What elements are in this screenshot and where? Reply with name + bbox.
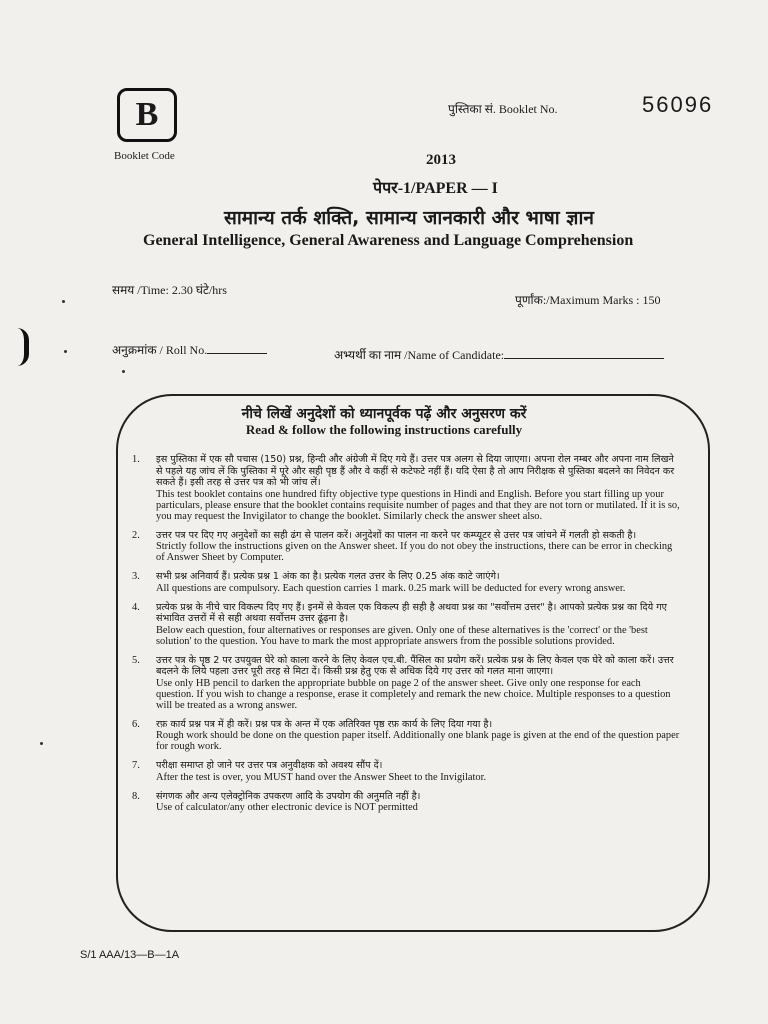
instruction-text-english: Use only HB pencil to darken the appropriate bubble on page 2 of the answer sheet. Give only one response for each question. If you wish to change a response, erase it completely and remark the new choice. Multiple responses to a question will be treated as a wrong answer. <box>156 677 671 711</box>
instruction-item-4 <box>130 602 680 647</box>
instruction-item-5 <box>130 655 680 711</box>
instruction-text-english: Use of calculator/any other electronic device is NOT permitted <box>156 802 418 813</box>
instruction-text-english: Strictly follow the instructions given on the Answer sheet. If you do not obey the instructions, there can be error in checking of Answer Sheet by Computer. <box>156 541 673 563</box>
instruction-item-6 <box>130 719 680 753</box>
instruction-text-hindi: इस पुस्तिका में एक सौ पचास (150) प्रश्न, हिन्दी और अंग्रेजी में दिए गये हैं। उत्तर पत्र अलग से दिया जाएगा। अपना रोल नम्बर और अपना नाम लिखने से पहले यह जांच लें कि पुस्तिका में पूरे और सही पृष्ठ हैं और वे कहीं से कटेफटे नहीं हैं। यदि ऐसा है तो आप निरीक्षक से पुस्तिका बदलने का निवेदन कर सकते हैं। इसी तरह से उत्तर पत्र को भी जांच लें। <box>156 454 675 488</box>
roll-number-label: अनुक्रमांक / Roll No. <box>112 343 208 357</box>
instruction-item-2 <box>130 530 680 564</box>
instruction-number: 3. <box>132 571 140 582</box>
instruction-text-hindi: उत्तर पत्र के पृष्ठ 2 पर उपयुक्त घेरे को काला करने के लिए केवल एच.बी. पैंसिल का प्रयोग करें। प्रत्येक प्रश्न के लिए केवल एक घेरे को काला करें। उत्तर बदलने के लिये पहला उत्तर पूरी तरह से मिटा दें। किसी प्रश्न हेतु एक से अधिक दिये गए उत्तर को गलत माना जाएगा। <box>156 654 674 677</box>
instruction-item-7 <box>130 760 680 783</box>
instruction-text-hindi: रफ़ कार्य प्रश्न पत्र में ही करें। प्रश्न पत्र के अन्त में एक अतिरिक्त पृष्ठ रफ़ कार्य के लिए दिया गया है। <box>156 718 493 730</box>
instruction-item-1 <box>130 454 680 522</box>
instruction-item-8 <box>130 791 680 814</box>
candidate-name-label: अभ्यर्थी का नाम /Name of Candidate: <box>334 348 505 362</box>
instruction-number: 4. <box>132 601 140 613</box>
instructions-heading-hindi: नीचे लिखें अनुदेशों को ध्यानपूर्वक पढ़ें और अनुसरण करें <box>241 406 527 422</box>
instruction-number: 7. <box>132 760 140 771</box>
instructions-list <box>130 454 680 821</box>
roll-number-blank <box>207 343 267 354</box>
exam-year: 2013 <box>426 152 456 168</box>
booklet-code-box: B <box>117 88 177 142</box>
instruction-item-3 <box>130 571 680 594</box>
scan-speck <box>40 742 43 745</box>
booklet-number-value: 56096 <box>642 92 714 117</box>
booklet-code-label: Booklet Code <box>114 150 175 162</box>
instruction-text-hindi: उत्तर पत्र पर दिए गए अनुदेशों का सही ढंग से पालन करें। अनुदेशों का पालन ना करने पर कम्प्यूटर से उत्तर पत्र जांचने में गलती हो सकती है। <box>156 529 637 541</box>
instruction-number: 5. <box>132 654 140 666</box>
instruction-number: 8. <box>132 790 140 802</box>
binding-mark <box>14 328 29 366</box>
scan-speck <box>64 350 67 353</box>
instruction-text-hindi: सभी प्रश्न अनिवार्य हैं। प्रत्येक प्रश्न 1 अंक का है। प्रत्येक गलत उत्तर के लिए 0.25 अंक काटे जाएंगे। <box>156 571 500 582</box>
instruction-number: 6. <box>132 718 140 730</box>
instruction-text-hindi: परीक्षा समाप्त हो जाने पर उत्तर पत्र अनुवीक्षक को अवश्य सौंप दें। <box>156 760 383 771</box>
instruction-text-english: Below each question, four alternatives or responses are given. Only one of these alternatives is the 'correct' or the 'best solution' to the question. You have to mark the most appropriate answers from the possible solutions provided. <box>156 624 648 647</box>
roll-number-field <box>112 341 267 358</box>
instruction-text-english: This test booklet contains one hundred fifty objective type questions in Hindi and English. Before you start filling up your particulars, please ensure that the booklet contains requisite number of pages and that they are not torn or mutilated. If it is so, you may request the Invigilator to change the booklet. Similarly check the answer sheet also. <box>156 488 680 522</box>
time-allowed: समय /Time: 2.30 घंटे/hrs <box>112 283 227 297</box>
subject-title-english: General Intelligence, General Awareness and Language Comprehension <box>143 232 634 249</box>
scan-speck <box>122 370 125 373</box>
instruction-number: 1. <box>132 454 140 465</box>
footer-code: S/1 AAA/13—B—1A <box>80 949 180 961</box>
instruction-text-english: After the test is over, you MUST hand over the Answer Sheet to the Invigilator. <box>156 771 487 783</box>
instruction-text-hindi: संगणक और अन्य एलेक्ट्रोनिक उपकरण आदि के उपयोग की अनुमति नहीं है। <box>156 790 421 802</box>
maximum-marks: पूर्णांक:/Maximum Marks : 150 <box>515 293 661 307</box>
subject-title-hindi: सामान्य तर्क शक्ति, सामान्य जानकारी और भाषा ज्ञान <box>224 207 594 229</box>
booklet-number-label: पुस्तिका सं. Booklet No. <box>448 102 558 116</box>
instruction-text-english: All questions are compulsory. Each question carries 1 mark. 0.25 mark will be deducted for every wrong answer. <box>156 582 626 594</box>
instructions-heading-english: Read & follow the following instructions carefully <box>245 422 523 437</box>
instruction-number: 2. <box>132 529 140 541</box>
candidate-name-blank <box>504 348 664 359</box>
candidate-name-field <box>334 346 664 363</box>
instruction-text-hindi: प्रत्येक प्रश्न के नीचे चार विकल्प दिए गए हैं। इनमें से केवल एक विकल्प ही सही है अथवा प्रश्न का "सर्वोत्तम उत्तर" है। आपको प्रत्येक प्रश्न का दिये गए संभावित उत्तरों में से सही अथवा सर्वोत्तम उत्तर ढूंढ़ना है। <box>156 601 667 624</box>
paper-title: पेपर-1/PAPER — I <box>373 180 498 197</box>
scan-speck <box>62 300 65 303</box>
instruction-text-english: Rough work should be done on the question paper itself. Additionally one blank page is given at the end of the question paper for rough work. <box>156 730 680 752</box>
